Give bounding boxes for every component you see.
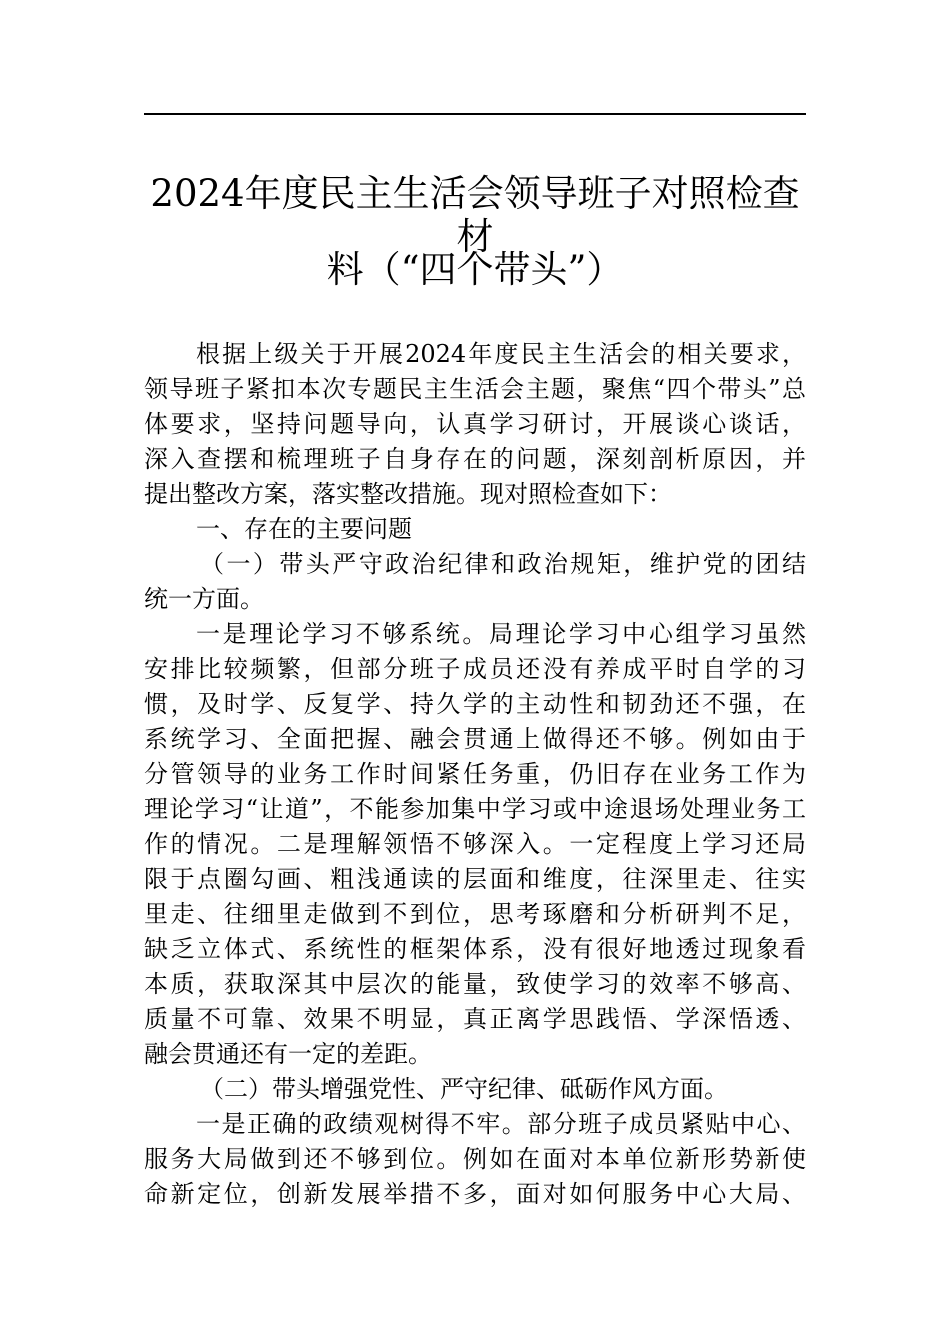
body-line: 深入查摆和梳理班子自身存在的问题，深刻剖析原因，并: [144, 445, 806, 473]
body-line: 理论学习“让道”，不能参加集中学习或中途退场处理业务工: [144, 795, 806, 823]
document-body: [144, 337, 806, 1212]
body-line: 缺乏立体式、系统性的框架体系，没有很好地透过现象看: [144, 935, 806, 963]
body-line: 本质，获取深其中层次的能量，致使学习的效率不够高、: [144, 970, 806, 998]
section-heading: 一、存在的主要问题: [196, 515, 412, 543]
body-line: 里走、往细里走做到不到位，思考琢磨和分析研判不足，: [144, 900, 806, 928]
body-line: 系统学习、全面把握、融会贯通上做得还不够。例如由于: [144, 725, 806, 753]
body-line: 限于点圈勾画、粗浅通读的层面和维度，往深里走、往实: [144, 865, 806, 893]
subsection-heading: 统一方面。: [144, 585, 264, 613]
document-title-line-2: 料（“四个带头”）: [326, 248, 624, 291]
body-line: 根据上级关于开展2024年度民主生活会的相关要求，: [196, 340, 806, 368]
document-title-line-1: 2024年度民主生活会领导班子对照检查材: [150, 172, 800, 258]
body-line: 分管领导的业务工作时间紧任务重，仍旧存在业务工作为: [144, 760, 806, 788]
body-line: 服务大局做到还不够到位。例如在面对本单位新形势新使: [144, 1145, 806, 1173]
subsection-heading: （二）带头增强党性、严守纪律、砥砺作风方面。: [200, 1075, 728, 1103]
body-line: 质量不可靠、效果不明显，真正离学思践悟、学深悟透、: [144, 1005, 806, 1033]
body-line: 领导班子紧扣本次专题民主生活会主题，聚焦“四个带头”总: [144, 375, 806, 403]
body-line: 体要求，坚持问题导向，认真学习研讨，开展谈心谈话，: [144, 410, 806, 438]
subsection-heading: （一）带头严守政治纪律和政治规矩，维护党的团结: [200, 550, 806, 578]
body-line: 惯，及时学、反复学、持久学的主动性和韧劲还不强，在: [144, 690, 806, 718]
body-line: 一是正确的政绩观树得不牢。部分班子成员紧贴中心、: [196, 1110, 806, 1138]
body-line: 安排比较频繁，但部分班子成员还没有养成平时自学的习: [144, 655, 806, 683]
body-line: 作的情况。二是理解领悟不够深入。一定程度上学习还局: [144, 830, 806, 858]
body-line: 融会贯通还有一定的差距。: [144, 1040, 432, 1068]
header-rule: [144, 113, 806, 115]
body-line: 命新定位，创新发展举措不多，面对如何服务中心大局、: [144, 1180, 806, 1208]
body-line: 提出整改方案，落实整改措施。现对照检查如下：: [144, 480, 672, 508]
body-line: 一是理论学习不够系统。局理论学习中心组学习虽然: [196, 620, 806, 648]
